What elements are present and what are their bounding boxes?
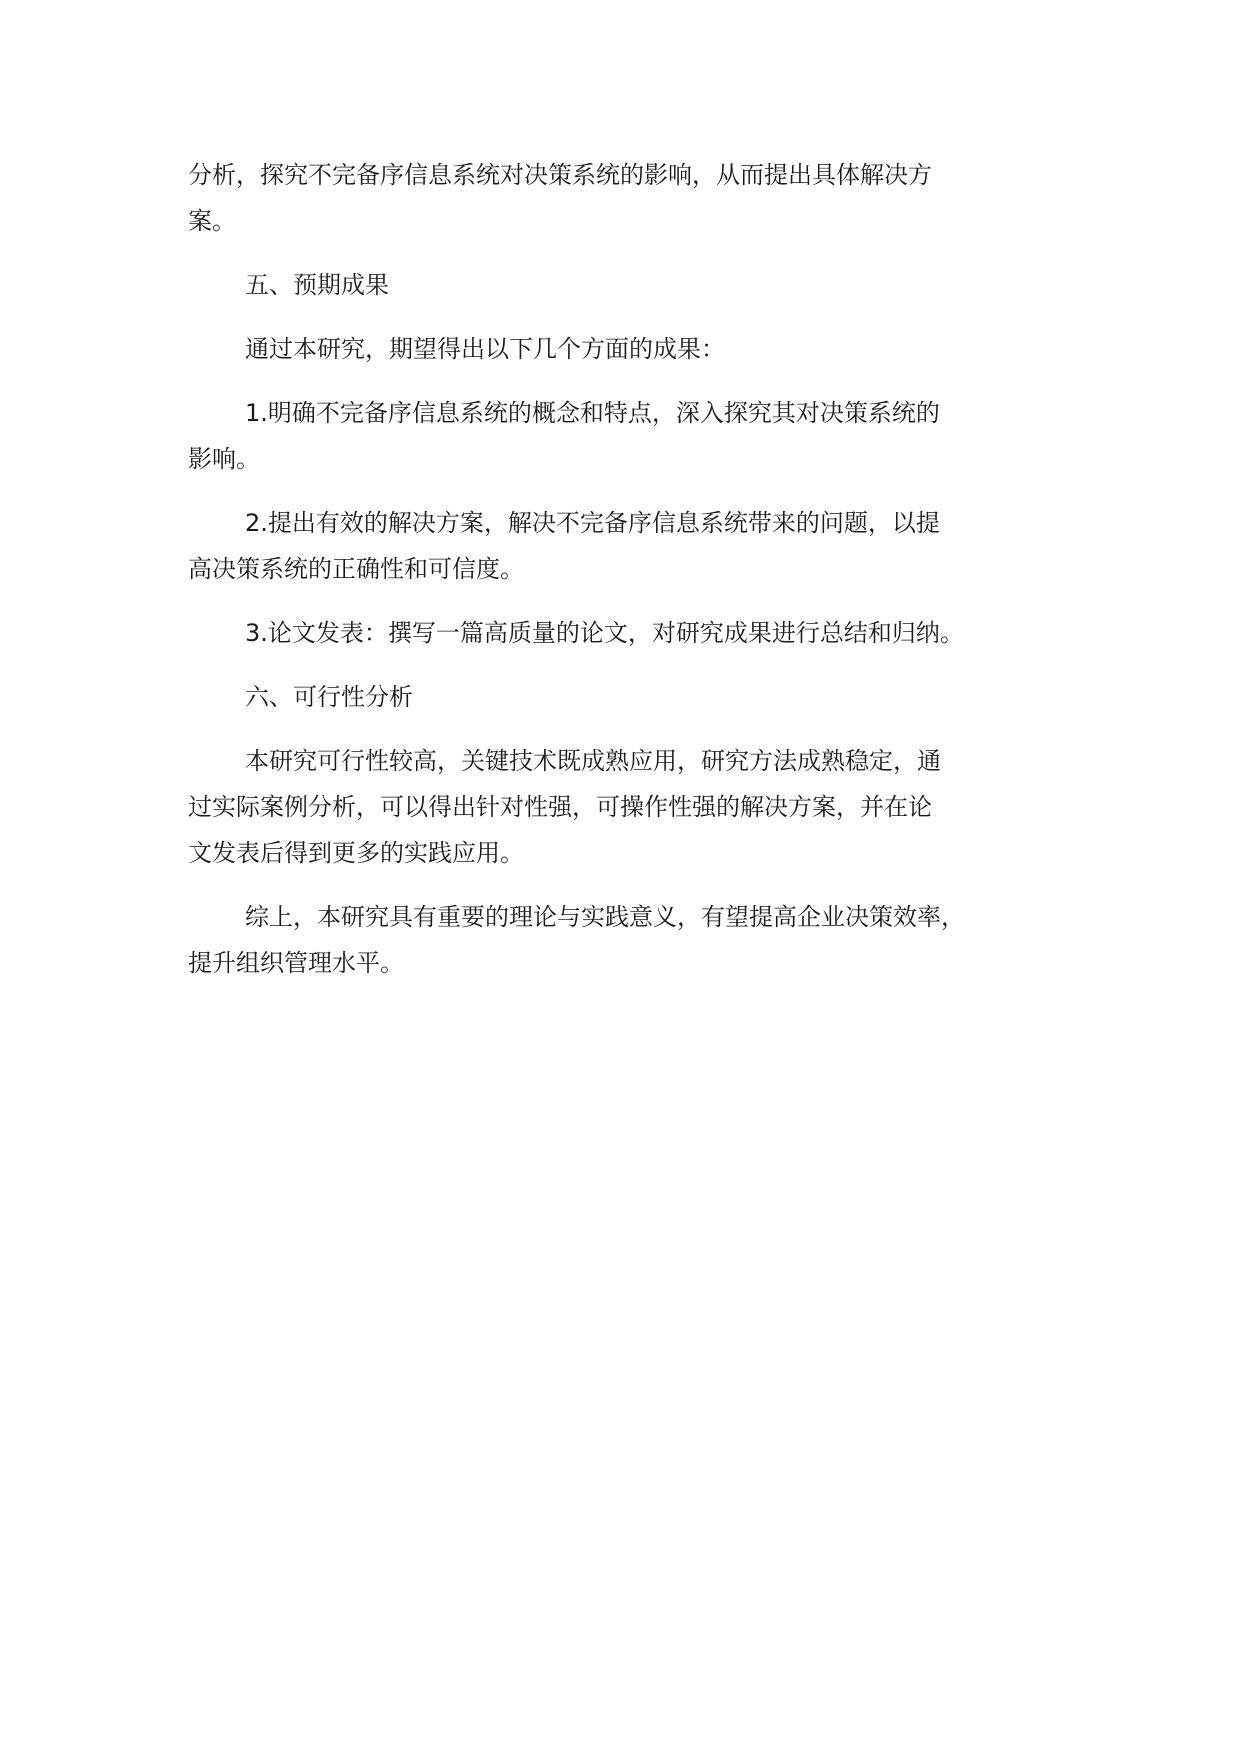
text-line: 2.提出有效的解决方案，解决不完备序信息系统带来的问题，以提 <box>245 509 940 537</box>
text-line: 案。 <box>188 207 236 235</box>
paragraph-feasibility <box>188 738 1078 876</box>
paragraph-conclusion <box>188 894 1078 986</box>
list-item-1 <box>188 390 1078 482</box>
heading-text: 六、可行性分析 <box>245 683 413 711</box>
text-line: 综上，本研究具有重要的理论与实践意义，有望提高企业决策效率， <box>245 903 965 931</box>
text-line: 3.论文发表：撰写一篇高质量的论文，对研究成果进行总结和归纳。 <box>245 619 964 647</box>
list-item-2 <box>188 500 1078 592</box>
text-line: 1.明确不完备序信息系统的概念和特点，深入探究其对决策系统的 <box>245 399 940 427</box>
text-line: 分析，探究不完备序信息系统对决策系统的影响，从而提出具体解决方 <box>188 161 932 189</box>
section-heading-expected-results <box>188 262 1078 308</box>
text-line: 影响。 <box>188 445 260 473</box>
text-line: 提升组织管理水平。 <box>188 949 404 977</box>
section-heading-feasibility <box>188 674 1078 720</box>
text-line: 高决策系统的正确性和可信度。 <box>188 555 524 583</box>
heading-text: 五、预期成果 <box>245 271 389 299</box>
paragraph-continuation <box>188 152 1078 244</box>
text-line: 文发表后得到更多的实践应用。 <box>188 839 524 867</box>
list-item-3 <box>188 610 1078 656</box>
text-line: 通过本研究，期望得出以下几个方面的成果： <box>245 335 725 363</box>
text-line: 过实际案例分析，可以得出针对性强，可操作性强的解决方案，并在论 <box>188 793 932 821</box>
paragraph-intro-results <box>188 326 1078 372</box>
text-line: 本研究可行性较高，关键技术既成熟应用，研究方法成熟稳定，通 <box>245 747 941 775</box>
document-body <box>188 152 1078 986</box>
